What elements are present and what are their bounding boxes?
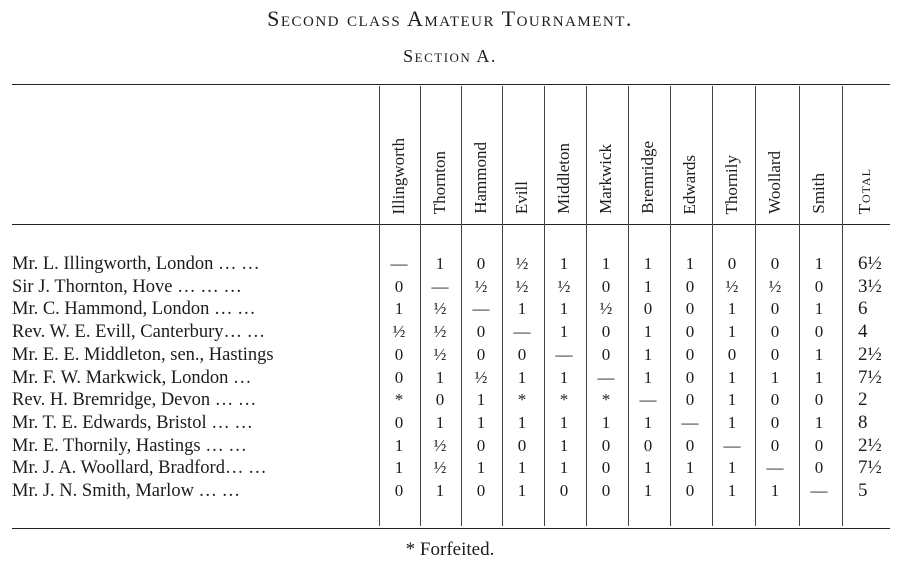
player-name: Mr. E. E. Middleton, sen., Hastings [12, 344, 274, 365]
score-cell: ½ [768, 276, 782, 296]
score-cell: 1 [435, 412, 445, 432]
score-cell: 0 [814, 458, 824, 478]
player-name: Mr. T. E. Edwards, Bristol … … [12, 412, 253, 433]
score-cell: — [597, 367, 615, 387]
total-cell: 5 [858, 480, 868, 501]
score-cell: ½ [515, 254, 529, 273]
score-cell: 1 [394, 458, 404, 478]
column-header [462, 96, 500, 214]
score-cell: 0 [814, 322, 824, 342]
footnote: * Forfeited. [405, 539, 495, 560]
score-cell: 1 [517, 481, 527, 500]
score-cell: 1 [727, 299, 737, 319]
score-cell: ½ [474, 367, 488, 387]
column-header-label: Middleton [554, 143, 573, 214]
column-header [421, 96, 459, 214]
score-cell: 1 [517, 458, 527, 478]
score-cell: * [601, 390, 611, 410]
score-cell: — [555, 344, 573, 364]
player-name: Mr. E. Thornily, Hastings … … [12, 435, 247, 456]
score-cell: 0 [770, 299, 780, 319]
score-cell: * [559, 390, 569, 410]
score-cell: 0 [517, 435, 527, 455]
score-cell: 0 [814, 435, 824, 455]
player-name: Mr. L. Illingworth, London … … [12, 254, 260, 274]
score-cell: 0 [476, 254, 486, 273]
score-cell: 1 [727, 322, 737, 342]
column-header-label: Thornton [430, 150, 449, 214]
score-cell: ½ [433, 299, 447, 319]
score-cell: 1 [643, 481, 653, 500]
score-cell: 1 [770, 481, 780, 500]
score-cell: 1 [559, 299, 569, 319]
total-cell: 7½ [858, 457, 882, 479]
score-cell: 1 [559, 412, 569, 432]
score-cell: 1 [435, 481, 445, 500]
player-name: Rev. W. E. Evill, Canterbury… … [12, 322, 266, 343]
column-header-label: Edwards [680, 154, 699, 214]
column-rule [842, 86, 843, 526]
player-name: Mr. J. A. Woollard, Bradford… … [12, 458, 267, 479]
score-cell: 1 [476, 412, 486, 432]
score-cell: ½ [433, 458, 447, 478]
score-cell: 0 [394, 367, 404, 387]
score-cell: 0 [394, 481, 404, 500]
column-header-label: Hammond [471, 142, 490, 214]
score-cell: 1 [643, 458, 653, 478]
score-cell: 1 [770, 367, 780, 387]
column-header [671, 96, 709, 214]
score-cell: 1 [517, 367, 527, 387]
score-cell: 0 [601, 435, 611, 455]
player-name: Mr. C. Hammond, London … … [12, 299, 256, 320]
score-cell: ½ [557, 276, 571, 296]
column-header-label: Markwick [596, 144, 615, 214]
total-cell: 7½ [858, 366, 882, 388]
score-cell: 0 [476, 435, 486, 455]
score-cell: 0 [685, 299, 695, 319]
column-header [587, 96, 625, 214]
score-cell: 1 [601, 254, 611, 273]
score-cell: ½ [725, 276, 739, 296]
score-cell: 0 [814, 276, 824, 296]
player-name: Sir J. Thornton, Hove … … … [12, 276, 242, 297]
score-cell: 1 [559, 322, 569, 342]
player-name: Rev. H. Bremridge, Devon … … [12, 390, 257, 411]
score-cell: 0 [394, 276, 404, 296]
score-cell: — [390, 254, 408, 273]
score-cell: ½ [433, 344, 447, 364]
score-cell: ½ [515, 276, 529, 296]
column-header [756, 96, 794, 214]
score-cell: ½ [392, 322, 406, 342]
score-cell: 1 [559, 458, 569, 478]
page-title: Second class Amateur Tournament. [267, 6, 633, 31]
score-cell: 0 [685, 435, 695, 455]
score-cell: 0 [643, 299, 653, 319]
score-cell: 1 [601, 412, 611, 432]
score-cell: 1 [643, 276, 653, 296]
score-cell: 1 [435, 254, 445, 273]
score-cell: 0 [601, 276, 611, 296]
total-cell: 2½ [858, 434, 882, 456]
total-cell: 8 [858, 411, 868, 433]
column-header-label: Woollard [765, 151, 784, 214]
score-cell: — [472, 299, 490, 319]
score-cell: 0 [770, 435, 780, 455]
score-cell: 1 [727, 458, 737, 478]
total-header-label: Total [855, 167, 874, 214]
score-cell: — [639, 390, 657, 410]
column-header-label: Smith [809, 173, 828, 214]
score-cell: 1 [559, 367, 569, 387]
score-cell: 0 [559, 481, 569, 500]
score-cell: 0 [685, 344, 695, 364]
score-cell: 0 [643, 435, 653, 455]
column-header-label: Illingworth [389, 137, 408, 214]
score-cell: 1 [476, 458, 486, 478]
score-cell: 1 [814, 344, 824, 364]
score-cell: 1 [685, 458, 695, 478]
score-cell: — [766, 458, 784, 478]
bottom-rule [12, 528, 890, 529]
score-cell: 0 [727, 254, 737, 273]
score-cell: 0 [435, 390, 445, 410]
score-cell: 0 [601, 322, 611, 342]
column-header-label: Evill [512, 180, 531, 214]
score-cell: 1 [727, 390, 737, 410]
score-cell: 0 [476, 481, 486, 500]
score-cell: 1 [814, 254, 824, 273]
score-cell: 0 [601, 481, 611, 500]
score-cell: — [681, 412, 699, 432]
score-cell: 0 [685, 276, 695, 296]
score-cell: 1 [727, 481, 737, 500]
player-name: Mr. J. N. Smith, Marlow … … [12, 481, 241, 501]
score-cell: 1 [643, 344, 653, 364]
score-cell: 1 [685, 254, 695, 273]
score-cell: * [517, 390, 527, 410]
score-cell: 1 [643, 254, 653, 273]
score-cell: 1 [727, 367, 737, 387]
score-cell: — [513, 322, 531, 342]
score-cell: 0 [476, 322, 486, 342]
total-cell: 4 [858, 321, 868, 343]
score-cell: 1 [814, 412, 824, 432]
score-cell: 1 [435, 367, 445, 387]
score-cell: 1 [814, 367, 824, 387]
column-header [503, 96, 541, 214]
score-cell: 0 [476, 344, 486, 364]
total-cell: 2 [858, 389, 868, 411]
score-cell: 0 [770, 390, 780, 410]
total-cell: 3½ [858, 275, 882, 297]
score-cell: 0 [685, 367, 695, 387]
score-cell: 1 [517, 412, 527, 432]
score-cell: 0 [770, 344, 780, 364]
column-header [713, 96, 751, 214]
player-name: Mr. F. W. Markwick, London … [12, 367, 252, 388]
score-cell: 1 [643, 412, 653, 432]
score-cell: 1 [814, 299, 824, 319]
score-cell: 1 [559, 435, 569, 455]
score-cell: 0 [394, 344, 404, 364]
score-cell: 1 [394, 299, 404, 319]
total-cell: 6½ [858, 253, 882, 274]
column-header [800, 96, 838, 214]
score-cell: 1 [643, 322, 653, 342]
score-cell: 0 [814, 390, 824, 410]
score-cell: 0 [770, 254, 780, 273]
column-header-label: Thornily [722, 154, 741, 214]
score-cell: 0 [685, 322, 695, 342]
score-cell: 1 [559, 254, 569, 273]
score-cell: * [394, 390, 404, 410]
column-header [629, 96, 667, 214]
score-cell: 0 [394, 412, 404, 432]
total-header [846, 96, 884, 214]
score-cell: ½ [433, 435, 447, 455]
total-cell: 6 [858, 298, 868, 320]
column-header [545, 96, 583, 214]
score-cell: — [810, 481, 828, 500]
score-cell: 0 [517, 344, 527, 364]
top-rule [12, 84, 890, 85]
column-header [380, 96, 418, 214]
section-title: Section A. [403, 46, 497, 66]
total-cell: 2½ [858, 343, 882, 365]
score-cell: 0 [770, 322, 780, 342]
header-rule [12, 224, 890, 225]
score-cell: 0 [685, 390, 695, 410]
score-cell: ½ [474, 276, 488, 296]
score-cell: 0 [727, 344, 737, 364]
column-header-label: Bremridge [638, 141, 657, 214]
score-cell: — [431, 276, 449, 296]
score-cell: 1 [476, 390, 486, 410]
score-cell: 0 [601, 344, 611, 364]
score-cell: ½ [433, 322, 447, 342]
score-cell: 1 [517, 299, 527, 319]
score-cell: 1 [643, 367, 653, 387]
score-cell: 0 [770, 412, 780, 432]
score-cell: 0 [685, 481, 695, 500]
score-cell: 0 [601, 458, 611, 478]
score-cell: 1 [727, 412, 737, 432]
score-cell: — [723, 435, 741, 455]
score-cell: ½ [599, 299, 613, 319]
score-cell: 1 [394, 435, 404, 455]
